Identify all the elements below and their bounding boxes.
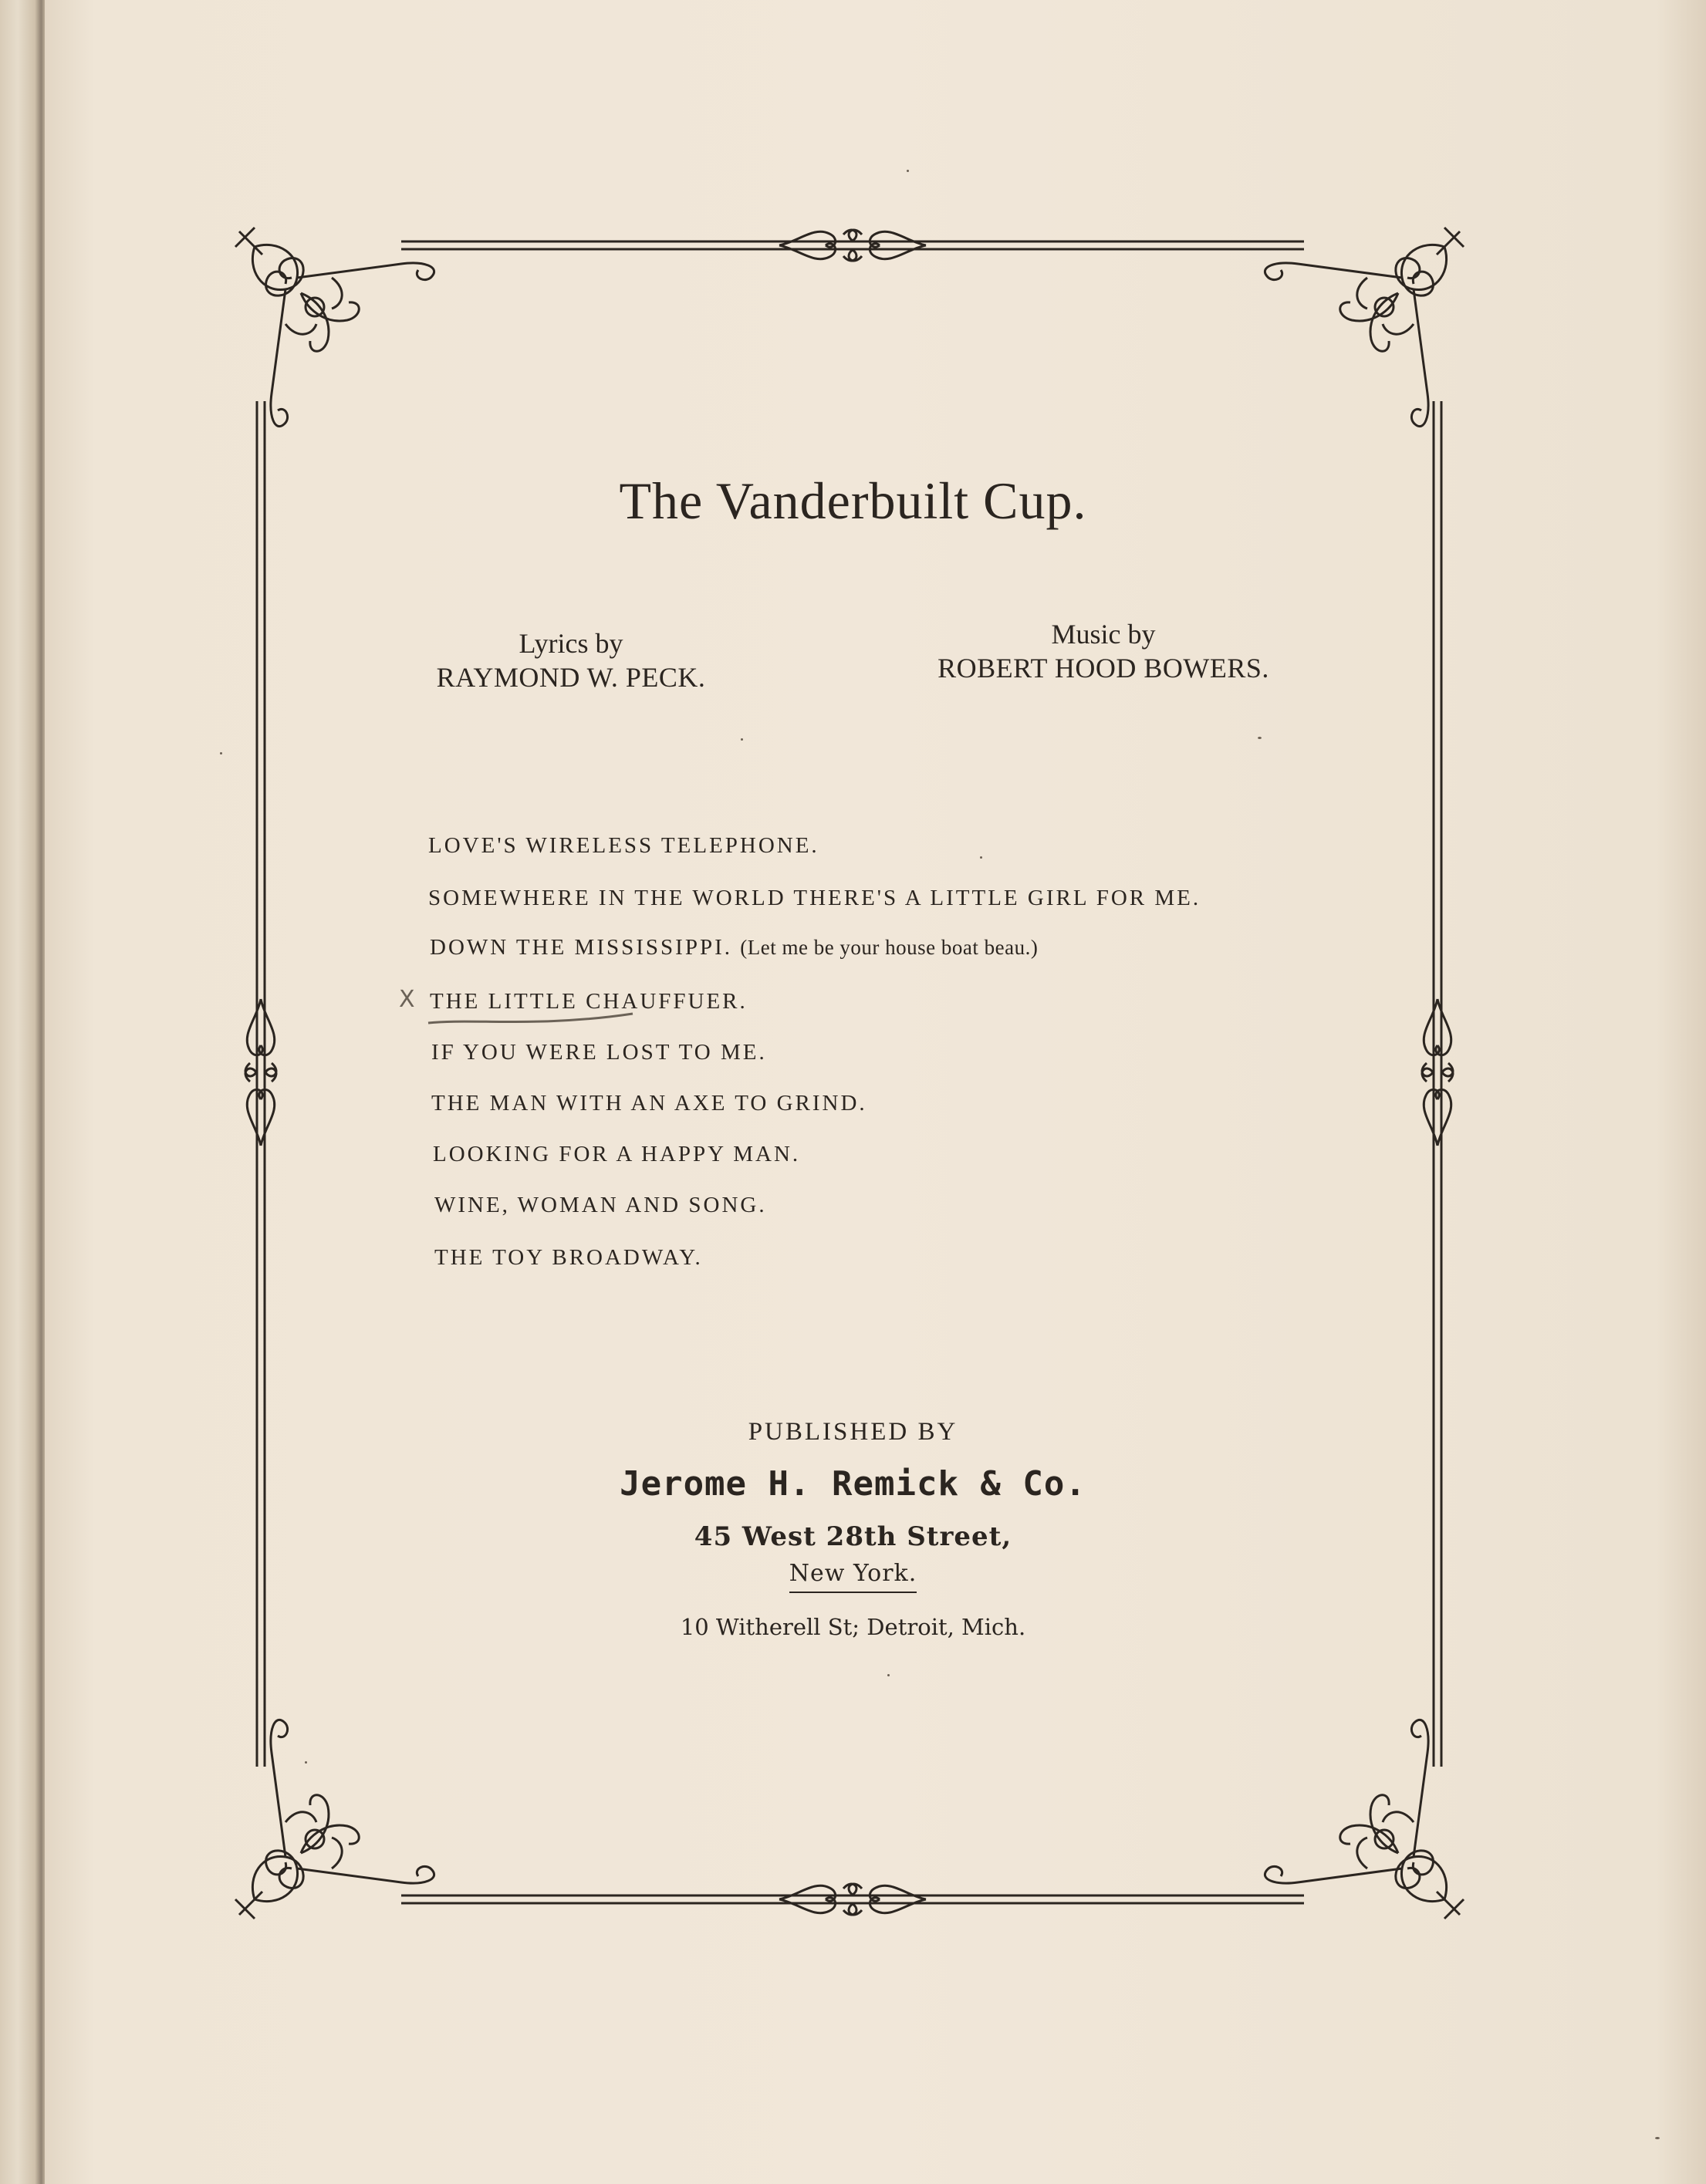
song-item [430,935,1038,960]
paper-speck [1655,2137,1660,2139]
paper-speck [741,738,743,741]
song-item [428,886,1201,911]
lyrics-credit [417,626,725,694]
publisher-address: 45 West 28th Street, [694,1521,1012,1552]
paper-speck [887,1674,890,1676]
song-title: THE LITTLE CHAUFFUER. [430,989,748,1014]
song-item [431,1040,767,1065]
song-title: LOVE'S WIRELESS TELEPHONE. [428,833,819,858]
song-title: SOMEWHERE IN THE WORLD THERE'S A LITTLE GIRL FOR ME. [428,886,1201,910]
song-title: THE MAN WITH AN AXE TO GRIND. [431,1091,867,1116]
paper-speck [1258,737,1262,739]
publisher-branch: 10 Witherell St; Detroit, Mich. [680,1614,1026,1640]
song-item [433,1142,800,1167]
music-credit [910,617,1296,685]
song-title: WINE, WOMAN AND SONG. [434,1193,767,1217]
song-title: LOOKING FOR A HAPPY MAN. [433,1142,801,1166]
published-by-label: PUBLISHED BY [748,1418,958,1446]
song-title: IF YOU WERE LOST TO ME. [431,1040,767,1065]
composer-name: ROBERT HOOD BOWERS. [937,653,1269,684]
music-role: Music by [1051,619,1156,650]
song-item [428,833,819,859]
paper-speck [907,170,909,172]
publisher-name: Jerome H. Remick & Co. [620,1464,1086,1504]
paper-speck [980,856,982,859]
publisher-city-line [0,1560,1706,1593]
song-item [431,1091,867,1116]
pencil-mark: X [399,986,415,1013]
pencil-underline [424,1008,640,1031]
publisher-city: New York. [789,1560,917,1593]
song-subtitle: (Let me be your house boat beau.) [740,936,1039,959]
song-title: THE TOY BROADWAY. [434,1245,703,1270]
song-item [434,1193,767,1218]
lyricist-name: RAYMOND W. PECK. [436,662,706,693]
page-title: The Vanderbuilt Cup. [619,471,1087,530]
lyrics-role: Lyrics by [519,628,623,659]
paper-speck [305,1761,307,1764]
paper-speck [220,752,222,754]
song-item [434,1245,703,1271]
song-title: DOWN THE MISSISSIPPI. [430,935,732,960]
